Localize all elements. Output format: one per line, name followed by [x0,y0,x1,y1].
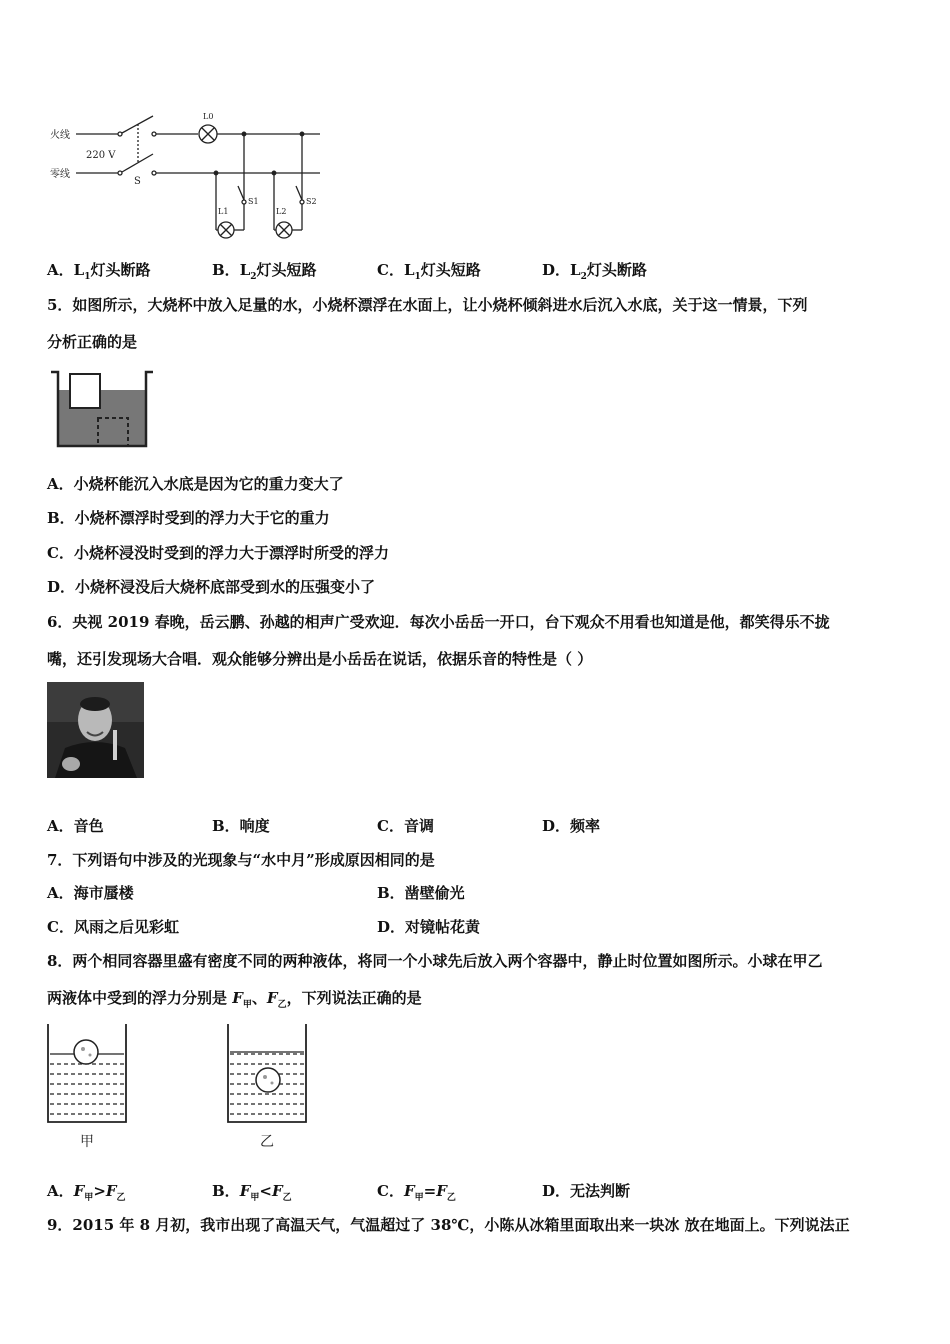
container-yi-figure [226,1022,310,1150]
q4-option-a: A．$L_1$灯头断路 [47,261,151,282]
switch-s-label: S [134,176,141,187]
q5-option-b: B．小烧杯漂浮时受到的浮力大于它的重力 [47,509,330,527]
lamp-l2-label: L2 [276,207,287,216]
switch-s2-label: S2 [306,197,317,206]
q8-option-d: D．无法判断 [542,1182,631,1200]
q5-option-c: C．小烧杯浸没时受到的浮力大于漂浮时所受的浮力 [47,544,389,562]
q6-stem-line2: 嘴，还引发现场大合唱．观众能够分辨出是小岳岳在说话，依据乐音的特性是（ ） [47,650,593,668]
container-label-jia: 甲 [80,1134,94,1150]
q6-option-c: C．音调 [377,817,434,835]
q7-option-a: A．海市蜃楼 [47,884,134,902]
circuit-diagram [48,108,328,243]
q7-option-c: C．风雨之后见彩虹 [47,918,179,936]
lamp-l1-label: L1 [218,207,229,216]
performer-photo [47,682,144,778]
q4-option-c: C．$L_1$灯头短路 [377,261,481,282]
neutral-wire-label: 零线 [50,169,70,180]
container-label-yi: 乙 [260,1134,274,1150]
q8-option-a: A．$F_甲>F_乙$ [47,1182,126,1203]
voltage-label: 220 V [86,150,116,161]
q6-option-a: A．音色 [47,817,104,835]
q6-option-b: B．响度 [212,817,270,835]
q5-stem-line2: 分析正确的是 [47,333,138,351]
q4-option-b: B．$L_2$灯头短路 [212,261,317,282]
q9-stem-line1: 9．2015 年 8 月初，我市出现了高温天气，气温超过了 38℃，小陈从冰箱里面取出来一块冰 放在地面上。下列说法正 [47,1216,850,1234]
q7-option-b: B．凿壁偷光 [377,884,465,902]
hot-wire-label: 火线 [50,130,70,141]
q5-stem-line1: 5．如图所示，大烧杯中放入足量的水，小烧杯漂浮在水面上，让小烧杯倾斜进水后沉入水底，关于这一情景，下列 [47,296,808,314]
q8-option-c: C．$F_甲=F_乙$ [377,1182,456,1203]
q7-option-d: D．对镜帖花黄 [377,918,481,936]
container-jia-figure [46,1022,130,1150]
q7-stem: 7．下列语句中涉及的光现象与“水中月”形成原因相同的是 [47,851,435,869]
q5-option-d: D．小烧杯浸没后大烧杯底部受到水的压强变小了 [47,578,376,596]
q5-option-a: A．小烧杯能沉入水底是因为它的重力变大了 [47,475,344,493]
beaker-figure [48,368,156,454]
switch-s1-label: S1 [248,197,259,206]
q6-stem-line1: 6．央视 2019 春晚，岳云鹏、孙越的相声广受欢迎．每次小岳岳一开口，台下观众不用看也知道是他，都笑得乐不拢 [47,613,830,631]
q4-option-d: D．$L_2$灯头断路 [542,261,647,282]
q8-stem-line2: 两液体中受到的浮力分别是 $F_甲$、$F_乙$，下列说法正确的是 [47,989,422,1010]
q8-stem-line1: 8．两个相同容器里盛有密度不同的两种液体，将同一个小球先后放入两个容器中，静止时位置如图所示。小球在甲乙 [47,952,823,970]
lamp-l0-label: L0 [203,112,214,121]
q8-option-b: B．$F_甲<F_乙$ [212,1182,292,1203]
q6-option-d: D．频率 [542,817,601,835]
